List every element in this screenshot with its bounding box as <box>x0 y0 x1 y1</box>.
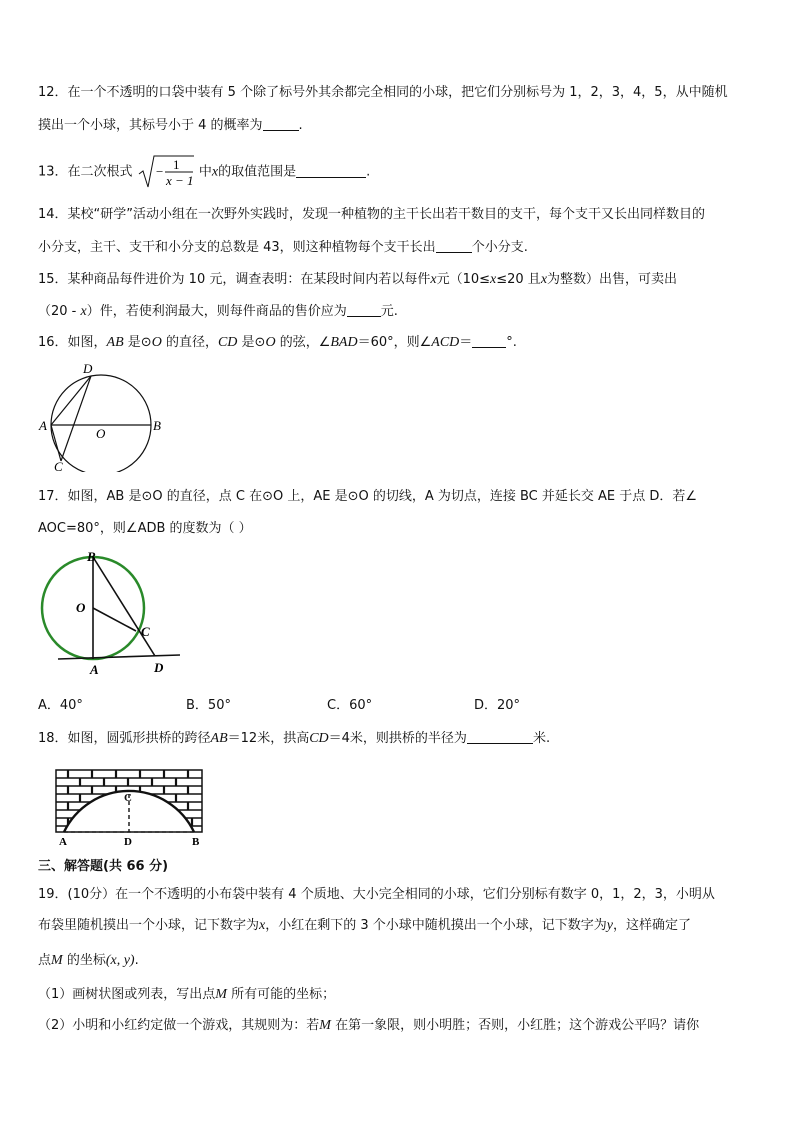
q13-answer-blank <box>296 163 366 178</box>
q19-coordinate: (x, y) <box>105 953 135 968</box>
q16-answer-blank <box>472 333 506 348</box>
q16-label-b: B <box>153 418 161 433</box>
q17-label-o: O <box>76 600 86 615</box>
q19-sub1: （1）画树状图或列表，写出点M 所有可能的坐标； <box>38 987 336 1002</box>
q16-circle-figure <box>36 360 166 472</box>
q13-minus: − <box>155 164 164 179</box>
q16-label-o: O <box>96 426 106 441</box>
q18-label-c: C <box>124 792 132 804</box>
q17-option-c: C．60° <box>327 698 373 713</box>
q12-answer-blank <box>263 116 299 131</box>
q15-line2: （20 - x）件，若使利润最大，则每件商品的售价应为 元. <box>38 304 398 319</box>
q17-option-d: D．20° <box>474 698 521 713</box>
q16-label-d: D <box>83 361 93 376</box>
q17-circle-figure <box>38 548 188 676</box>
q18-bridge-figure <box>54 768 206 848</box>
q13-text-pre: 13．在二次根式 <box>38 164 133 180</box>
q16-chord-ac <box>51 425 61 461</box>
q12-line1: 12．在一个不透明的口袋中装有 5 个除了标号外其余都完全相同的小球，把它们分别标号为 1，2，3，4，5，从中随机 <box>38 85 728 100</box>
q17-line-bd <box>93 557 155 656</box>
q16-line: 16．如图，AB 是⊙O 的直径，CD 是⊙O 的弦，∠BAD＝60°，则∠ACD＝ °. <box>38 335 517 350</box>
q18-label-a: A <box>59 836 67 848</box>
q16-label-c: C <box>54 459 63 472</box>
q16-label-a: A <box>39 418 47 433</box>
q19-line1: 19．(10分）在一个不透明的小布袋中装有 4 个质地、大小完全相同的小球，它们分别标有数字 0，1，2，3，小明从 <box>38 887 715 902</box>
q13-radical <box>137 154 195 190</box>
q13-den: x − 1 <box>165 173 194 188</box>
q13-var: x <box>211 164 219 180</box>
q16-chord-cd <box>61 376 91 461</box>
q12-line2: 摸出一个小球，其标号小于 4 的概率为 . <box>38 118 303 133</box>
q18-line: 18．如图，圆弧形拱桥的跨径AB＝12米，拱高CD＝4米，则拱桥的半径为 米. <box>38 731 551 746</box>
section-heading: 三、解答题(共 66 分) <box>38 859 169 874</box>
q12-text: 摸出一个小球，其标号小于 4 的概率为 <box>38 118 263 133</box>
q14-line1: 14．某校“研学”活动小组在一次野外实践时，发现一种植物的主干长出若干数目的支干，每个支干又长出同样数目的 <box>38 207 706 222</box>
q17-line1: 17．如图，AB 是⊙O 的直径，点 C 在⊙O 上，AE 是⊙O 的切线，A 为切点，连接 BC 并延长交 AE 于点 D．若∠ <box>38 489 698 504</box>
q13-line: 13．在二次根式 − 1 x − 1 中x的取值范围是 . <box>38 154 370 190</box>
q17-label-d: D <box>154 660 164 675</box>
q18-label-b: B <box>192 836 200 848</box>
q16-circle <box>51 375 151 472</box>
q13-num: 1 <box>172 157 180 172</box>
q18-answer-blank <box>467 729 533 744</box>
q19-sub2: （2）小明和小红约定做一个游戏，其规则为：若M 在第一象限，则小明胜；否则，小红胜；这个游戏公平吗？请你 <box>38 1018 700 1033</box>
q17-option-b: B．50° <box>186 698 231 713</box>
q17-radius-oc <box>93 608 136 631</box>
q15-line1: 15．某种商品每件进价为 10 元，调查表明：在某段时间内若以每件x元（10≤x≤20 且x为整数）出售，可卖出 <box>38 272 678 287</box>
q19-line2: 布袋里随机摸出一个小球，记下数字为x，小红在剩下的 3 个小球中随机摸出一个小球，记下数字为y，这样确定了 <box>38 918 692 933</box>
q14-answer-blank <box>436 238 472 253</box>
q17-label-a: A <box>90 662 99 676</box>
q17-line2: AOC=80°，则∠ADB 的度数为（ ） <box>38 521 252 536</box>
q14-line2: 小分支，主干、支干和小分支的总数是 43，则这种植物每个支干长出 个小分支. <box>38 240 528 255</box>
q17-option-a: A．40° <box>38 698 83 713</box>
q15-answer-blank <box>347 302 381 317</box>
q19-line3: 点M 的坐标(x, y). <box>38 953 139 968</box>
q18-label-d: D <box>124 836 132 848</box>
q17-label-c: C <box>141 624 150 639</box>
q17-label-b: B <box>87 549 96 564</box>
